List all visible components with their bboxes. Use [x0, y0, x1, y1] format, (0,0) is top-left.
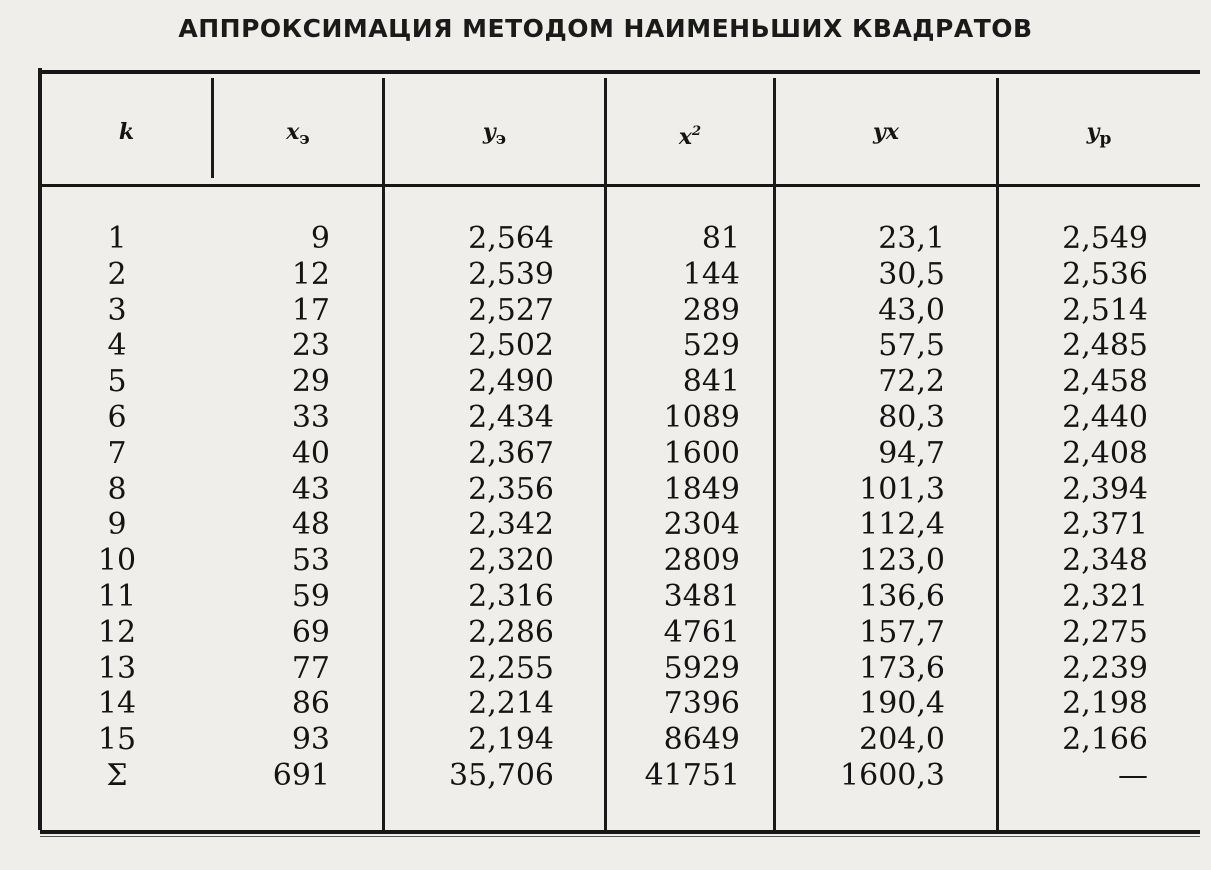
table-cell: 136,6: [859, 578, 945, 614]
column-divider-3: [604, 78, 607, 830]
table-cell: 86: [291, 686, 330, 722]
table-cell: 93: [291, 722, 330, 758]
table-cell: 2: [107, 256, 127, 292]
table-cell: 3481: [663, 578, 740, 614]
header-y-calc: $y_р$: [1086, 119, 1112, 149]
table-cell: 7: [107, 435, 127, 471]
table-cell: 2,502: [468, 328, 554, 364]
table-cell: 81: [701, 221, 740, 256]
table-cell: 53: [291, 543, 330, 579]
table-cell: 2,458: [1062, 364, 1148, 400]
table-cell: 2304: [663, 507, 740, 543]
column-k: [82, 221, 152, 794]
table-cell: 10: [97, 543, 137, 579]
bottom-rule: [40, 830, 1200, 834]
table-cell: 2,539: [468, 256, 554, 292]
table-cell: 529: [682, 328, 740, 364]
table-cell: 4: [107, 328, 127, 364]
table-cell: 23: [291, 328, 330, 364]
sum-cell: 1600,3: [840, 757, 945, 793]
column-divider-5: [996, 78, 999, 830]
table-cell: 2,286: [468, 614, 554, 650]
table-cell: 8649: [663, 722, 740, 758]
table-cell: 94,7: [878, 435, 945, 471]
column-y-calc: [1010, 221, 1148, 794]
table-cell: 112,4: [859, 507, 945, 543]
table-cell: 8: [107, 471, 127, 507]
table-cell: 2,320: [468, 543, 554, 579]
table-cell: 11: [97, 578, 137, 614]
table-cell: 59: [291, 578, 330, 614]
table-cell: 77: [291, 650, 330, 686]
table-cell: 14: [97, 686, 137, 722]
table-cell: 69: [291, 614, 330, 650]
table-cell: 4761: [663, 614, 740, 650]
table-cell: 204,0: [859, 722, 945, 758]
table-cell: 72,2: [878, 364, 945, 400]
table-cell: 5: [107, 364, 127, 400]
table-cell: 2,394: [1062, 471, 1148, 507]
table-title: АППРОКСИМАЦИЯ МЕТОДОМ НАИМЕНЬШИХ КВАДРАТОВ: [178, 14, 1033, 43]
table-cell: 2,342: [468, 507, 554, 543]
sum-cell: 41751: [644, 757, 740, 793]
header-y-exp: $y_э$: [482, 119, 507, 149]
table-cell: 2,194: [468, 722, 554, 758]
table-cell: 7396: [663, 686, 740, 722]
table-cell: 40: [291, 435, 330, 471]
table-cell: 101,3: [859, 471, 945, 507]
table-cell: 2,321: [1062, 578, 1148, 614]
table-cell: 841: [682, 364, 740, 400]
table-cell: 30,5: [878, 256, 945, 292]
table-cell: 2,490: [468, 364, 554, 400]
table-cell: 157,7: [859, 614, 945, 650]
table-cell: 5929: [663, 650, 740, 686]
table-cell: 2,514: [1062, 292, 1148, 328]
table-cell: 23,1: [878, 221, 945, 256]
table-cell: 2,367: [468, 435, 554, 471]
table-cell: 2,356: [468, 471, 554, 507]
left-border: [38, 68, 42, 830]
table-cell: 2,536: [1062, 256, 1148, 292]
table-cell: 1849: [663, 471, 740, 507]
column-y-exp: [420, 221, 554, 794]
table-cell: 43: [291, 471, 330, 507]
table-cell: 2,239: [1062, 650, 1148, 686]
table-cell: 6: [107, 399, 127, 435]
table-cell: 2,527: [468, 292, 554, 328]
table-cell: 2,549: [1062, 221, 1148, 256]
table-cell: 57,5: [878, 328, 945, 364]
table-cell: 33: [291, 399, 330, 435]
column-divider-4: [773, 78, 776, 830]
table-cell: 12: [291, 256, 330, 292]
table-cell: 2,434: [468, 399, 554, 435]
table-cell: 2,440: [1062, 399, 1148, 435]
header-rule: [40, 184, 1200, 187]
table-cell: 289: [682, 292, 740, 328]
table-cell: 2,214: [468, 686, 554, 722]
table-cell: 2,166: [1062, 722, 1148, 758]
table-cell: 13: [97, 650, 137, 686]
table-cell: 15: [97, 722, 137, 758]
table-cell: 43,0: [878, 292, 945, 328]
top-rule: [40, 70, 1200, 74]
table-cell: 29: [291, 364, 330, 400]
table-cell: 2,564: [468, 221, 554, 256]
table-cell: 2,255: [468, 650, 554, 686]
table-cell: 144: [682, 256, 740, 292]
table-cell: 48: [291, 507, 330, 543]
table-cell: 12: [97, 614, 137, 650]
table-cell: 2,408: [1062, 435, 1148, 471]
table-cell: 1600: [663, 435, 740, 471]
column-x-exp: [260, 221, 330, 794]
table-cell: 173,6: [859, 650, 945, 686]
header-x-squared: $x^2$: [678, 124, 702, 150]
table-cell: 1089: [663, 399, 740, 435]
table-cell: 2,348: [1062, 543, 1148, 579]
header-k: k: [118, 119, 135, 145]
table-cell: 2809: [663, 543, 740, 579]
bottom-rule-thin: [40, 836, 1200, 837]
column-yx: [810, 221, 945, 794]
table-cell: 2,485: [1062, 328, 1148, 364]
header-yx: yx: [873, 119, 899, 145]
column-divider-2: [382, 78, 385, 830]
table-cell: 9: [107, 507, 127, 543]
table-cell: 17: [291, 292, 330, 328]
sum-cell: 35,706: [449, 757, 554, 793]
table-cell: 9: [310, 221, 330, 256]
table-cell: 1: [107, 221, 127, 256]
sum-cell: Σ: [106, 757, 128, 793]
table-cell: 190,4: [859, 686, 945, 722]
table-cell: 2,316: [468, 578, 554, 614]
table-cell: 2,275: [1062, 614, 1148, 650]
table-cell: 80,3: [878, 399, 945, 435]
sum-cell: 691: [272, 757, 330, 793]
column-x-squared: [620, 221, 740, 794]
table-cell: 2,371: [1062, 507, 1148, 543]
table-cell: 3: [107, 292, 127, 328]
table-cell: 2,198: [1062, 686, 1148, 722]
sum-cell: —: [1118, 757, 1148, 793]
table-cell: 123,0: [859, 543, 945, 579]
header-x-exp: $x_э$: [286, 119, 310, 149]
